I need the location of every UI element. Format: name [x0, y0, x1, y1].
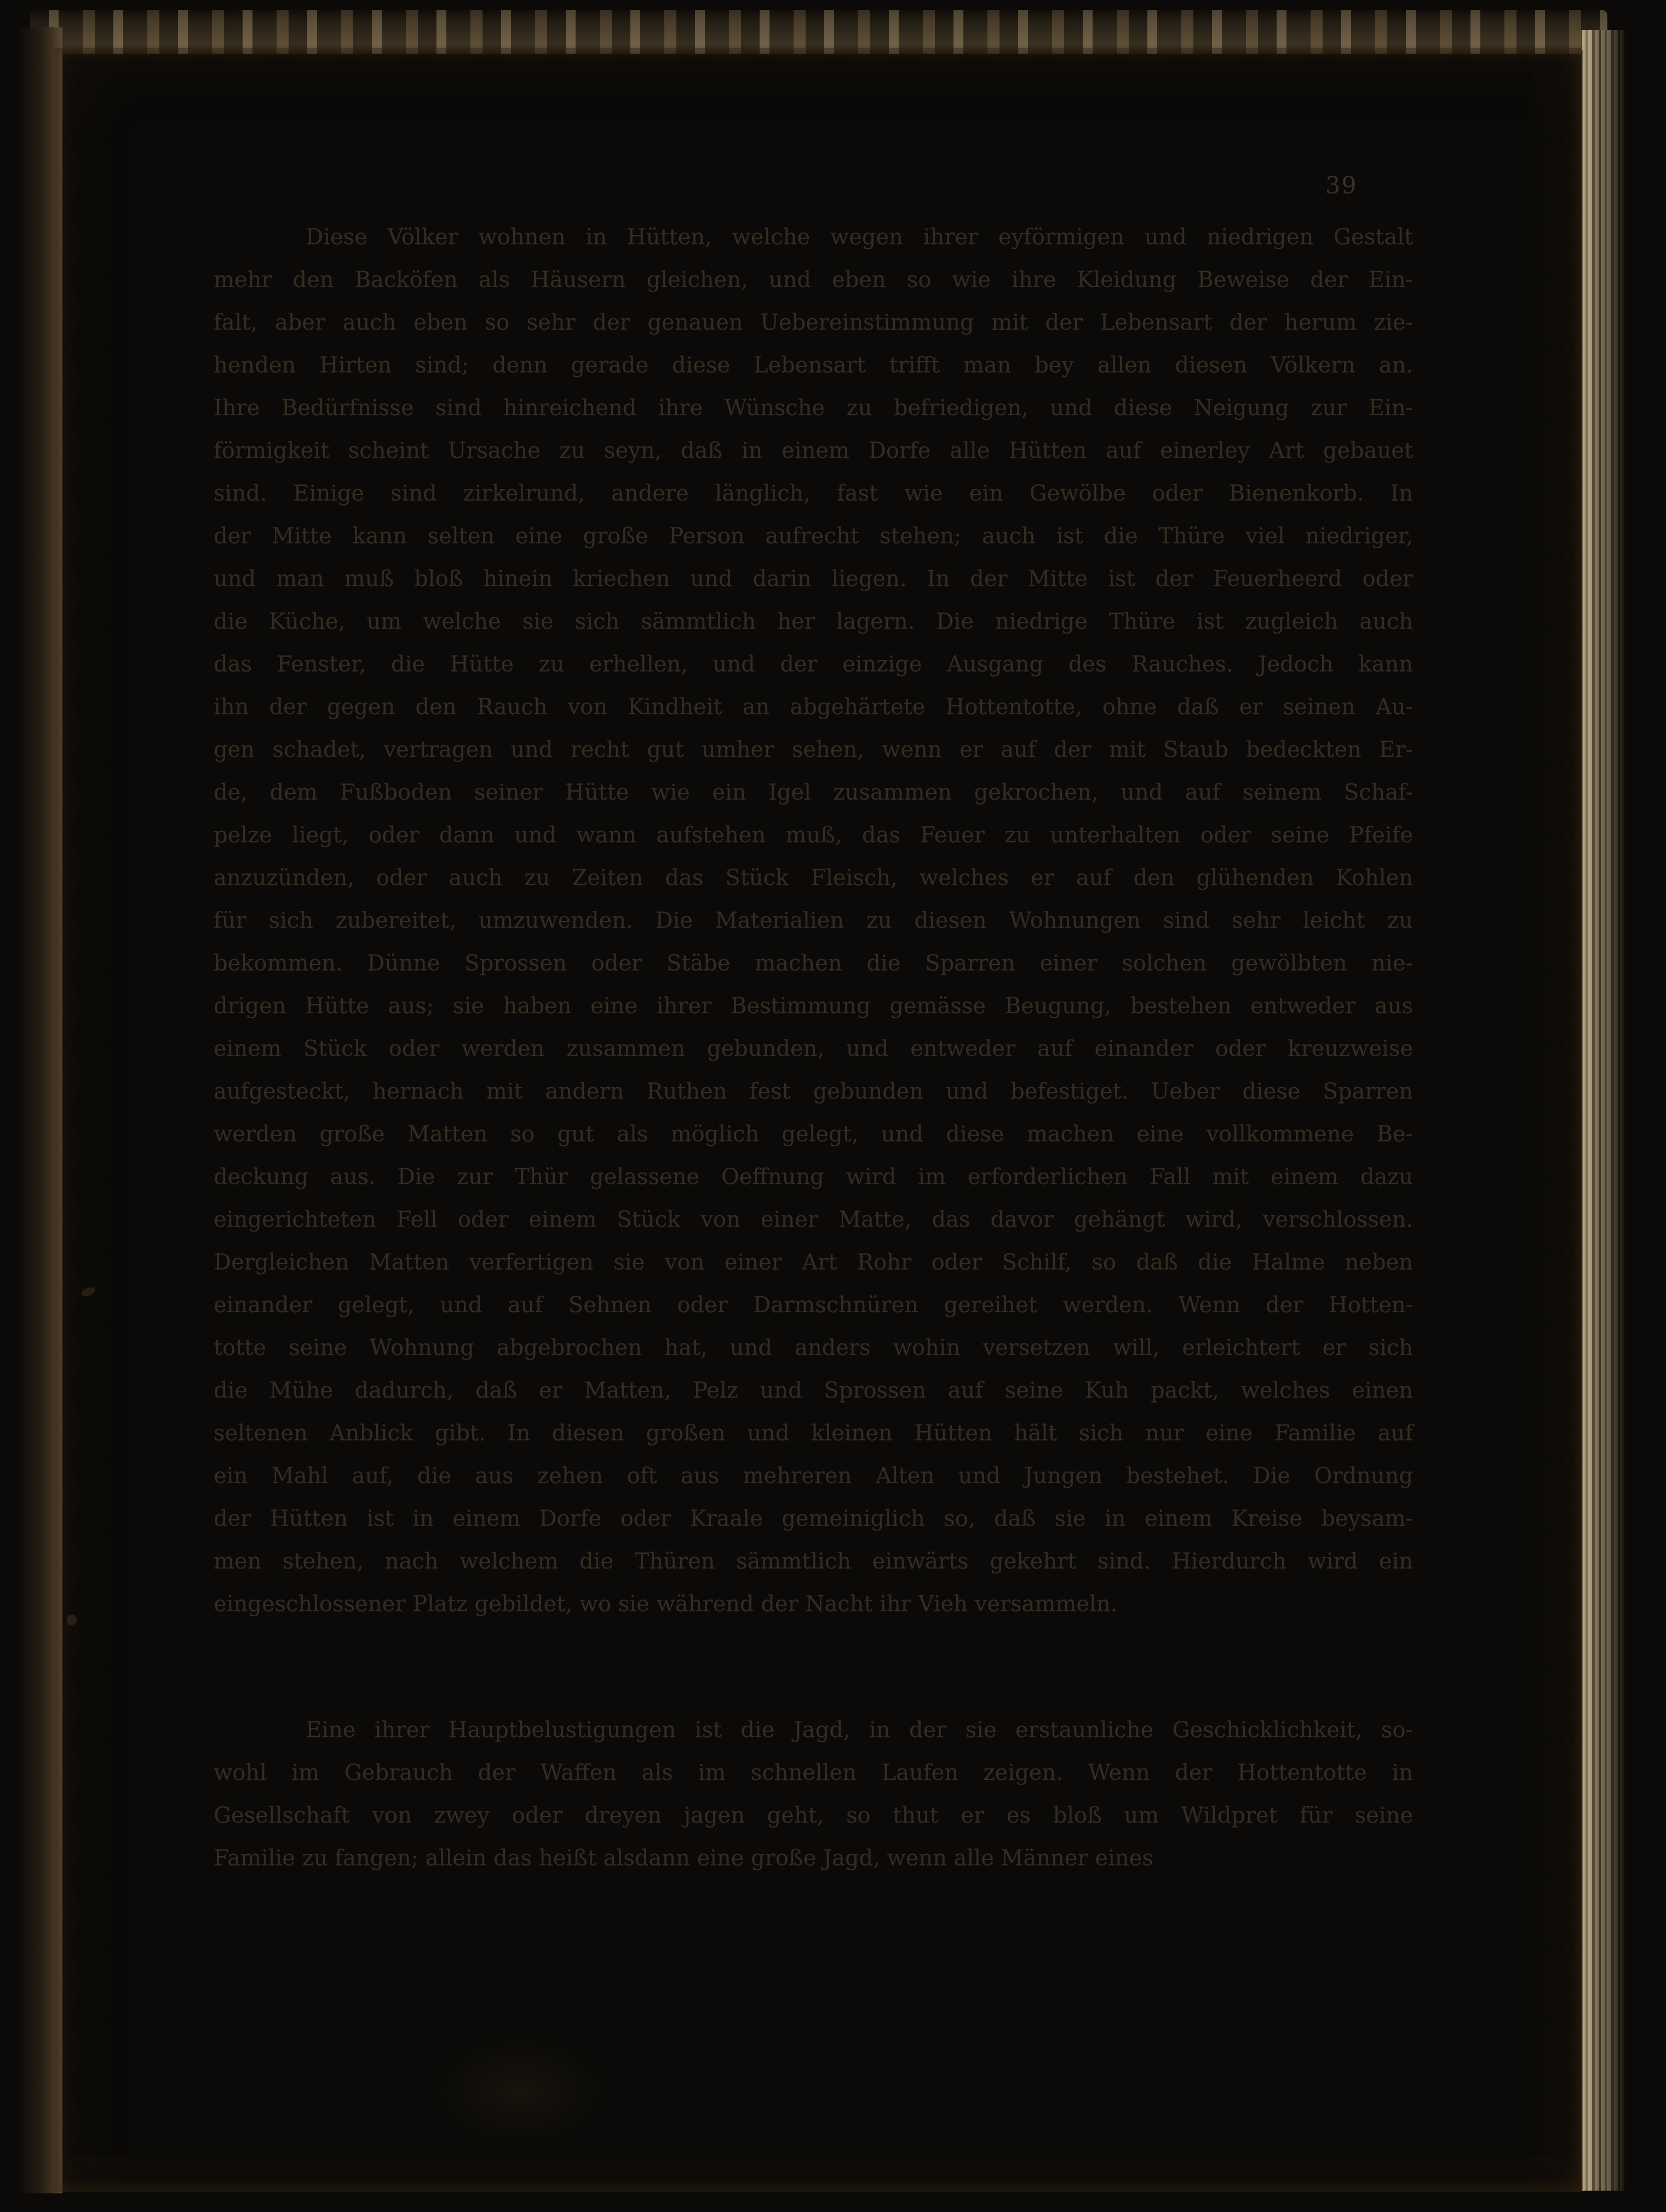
text-line: pelze liegt, oder dann und wann aufstehen muß, das Feuer zu unterhalten oder seine Pfeife	[214, 823, 1413, 848]
text-line: de, dem Fußboden seiner Hütte wie ein Igel zusammen gekrochen, und auf seinem Schaf-	[214, 780, 1413, 805]
paragraph	[214, 1709, 1413, 1880]
text-line: Familie zu fangen; allein das heißt alsdann eine große Jagd, wenn alle Männer eines	[214, 1846, 1153, 1871]
text-line: gen schadet, vertragen und recht gut umher sehen, wenn er auf der mit Staub bedeckten Er-	[214, 737, 1413, 762]
text-line: Ihre Bedürfnisse sind hinreichend ihre Wünsche zu befriedigen, und diese Neigung zur Ein-	[214, 395, 1413, 421]
text-line: der Mitte kann selten eine große Person aufrecht stehen; auch ist die Thüre viel niedriger,	[214, 524, 1413, 549]
text-line: bekommen. Dünne Sprossen oder Stäbe machen die Sparren einer solchen gewölbten nie-	[214, 951, 1413, 976]
text-line: ihn der gegen den Rauch von Kindheit an abgehärtete Hottentotte, ohne daß er seinen Au-	[214, 694, 1413, 720]
paper-stain	[405, 2020, 635, 2162]
text-line: men stehen, nach welchem die Thüren sämmtlich einwärts gekehrt sind. Hierdurch wird ein	[214, 1549, 1413, 1574]
text-line: förmigkeit scheint Ursache zu seyn, daß in einem Dorfe alle Hütten auf einerley Art gebauet	[214, 438, 1413, 463]
text-line: wohl im Gebrauch der Waffen als im schnellen Laufen zeigen. Wenn der Hottentotte in	[214, 1760, 1413, 1785]
text-line: drigen Hütte aus; sie haben eine ihrer Bestimmung gemässe Beugung, bestehen entweder aus	[214, 993, 1413, 1019]
text-line: henden Hirten sind; denn gerade diese Lebensart trifft man bey allen diesen Völkern an.	[214, 353, 1413, 378]
text-line: und man muß bloß hinein kriechen und darin liegen. In der Mitte ist der Feuerheerd oder	[214, 566, 1413, 591]
text-line: die Mühe dadurch, daß er Matten, Pelz und Sprossen auf seine Kuh packt, welches einen	[214, 1378, 1413, 1403]
text-line: eingerichteten Fell oder einem Stück von einer Matte, das davor gehängt wird, verschlossen.	[214, 1207, 1413, 1232]
text-block	[214, 216, 1413, 1880]
text-line: ein Mahl auf, die aus zehen oft aus mehreren Alten und Jungen bestehet. Die Ordnung	[214, 1463, 1413, 1489]
text-line: mehr den Backöfen als Häusern gleichen, und eben so wie ihre Kleidung Beweise der Ein-	[214, 267, 1413, 292]
text-line: anzuzünden, oder auch zu Zeiten das Stück Fleisch, welches er auf den glühenden Kohlen	[214, 865, 1413, 890]
text-line: für sich zubereitet, umzuwenden. Die Materialien zu diesen Wohnungen sind sehr leicht zu	[214, 908, 1413, 933]
page-edges-top	[30, 10, 1607, 54]
text-line: der Hütten ist in einem Dorfe oder Kraale gemeiniglich so, daß sie in einem Kreise beysam-	[214, 1506, 1413, 1531]
text-line: sind. Einige sind zirkelrund, andere länglich, fast wie ein Gewölbe oder Bienenkorb. In	[214, 481, 1413, 506]
text-line: werden große Matten so gut als möglich gelegt, und diese machen eine vollkommene Be-	[214, 1122, 1413, 1147]
page-edges-right	[1582, 30, 1627, 2191]
page-number: 39	[1325, 172, 1358, 199]
paragraph	[214, 216, 1413, 1625]
text-line: Eine ihrer Hauptbelustigungen ist die Jagd, in der sie erstaunliche Geschicklichkeit, so-	[306, 1717, 1413, 1743]
text-line: einander gelegt, und auf Sehnen oder Darmschnüren gereihet werden. Wenn der Hotten-	[214, 1292, 1413, 1318]
text-line: die Küche, um welche sie sich sämmtlich her lagern. Die niedrige Thüre ist zugleich auch	[214, 609, 1413, 634]
text-line: Diese Völker wohnen in Hütten, welche wegen ihrer eyförmigen und niedrigen Gestalt	[306, 225, 1413, 250]
book-page	[55, 48, 1583, 2192]
text-line: seltenen Anblick gibt. In diesen großen und kleinen Hütten hält sich nur eine Familie auf	[214, 1421, 1413, 1446]
text-line: eingeschlossener Platz gebildet, wo sie während der Nacht ihr Vieh versammeln.	[214, 1592, 1118, 1617]
text-line: Gesellschaft von zwey oder dreyen jagen geht, so thut er es bloß um Wildpret für seine	[214, 1803, 1413, 1828]
text-line: einem Stück oder werden zusammen gebunden, und entweder auf einander oder kreuzweise	[214, 1036, 1413, 1061]
text-line: totte seine Wohnung abgebrochen hat, und anders wohin versetzen will, erleichtert er sich	[214, 1335, 1413, 1360]
text-line: aufgesteckt, hernach mit andern Ruthen fest gebunden und befestiget. Ueber diese Sparren	[214, 1079, 1413, 1104]
text-line: Dergleichen Matten verfertigen sie von einer Art Rohr oder Schilf, so daß die Halme neben	[214, 1250, 1413, 1275]
text-line: falt, aber auch eben so sehr der genauen Uebereinstimmung mit der Lebensart der herum zie-	[214, 310, 1413, 335]
text-line: das Fenster, die Hütte zu erhellen, und der einzige Ausgang des Rauches. Jedoch kann	[214, 652, 1413, 677]
text-line: deckung aus. Die zur Thür gelassene Oeffnung wird im erforderlichen Fall mit einem dazu	[214, 1164, 1413, 1190]
